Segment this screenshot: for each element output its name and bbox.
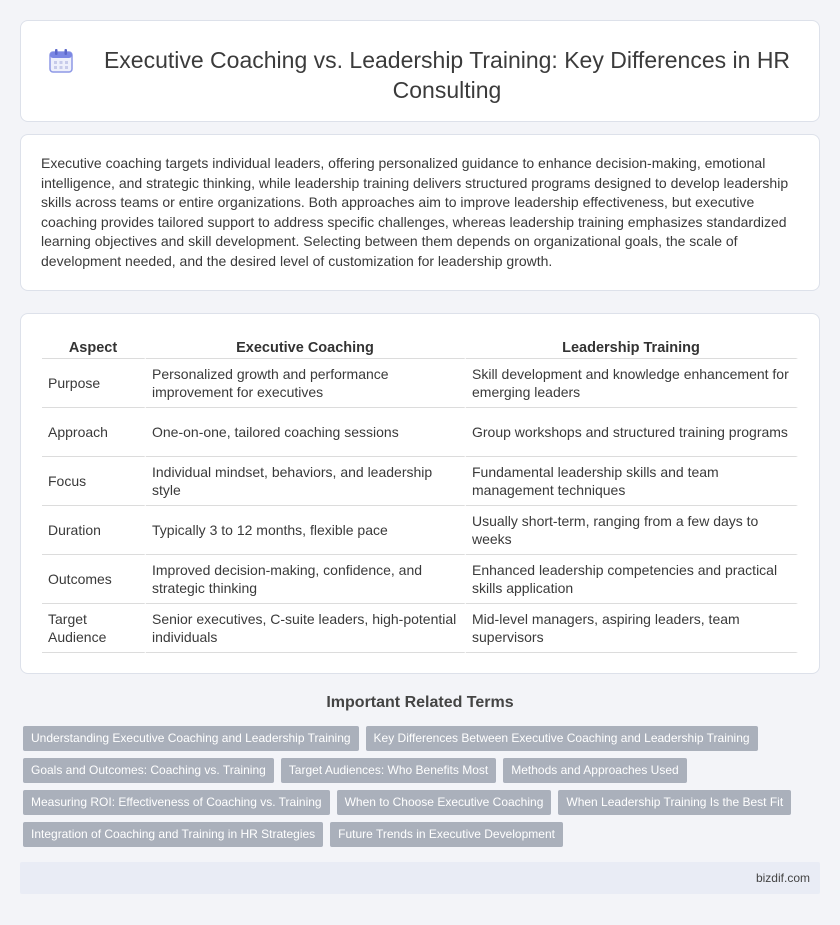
row-aspect: Focus: [42, 457, 146, 506]
row-aspect: Approach: [42, 408, 146, 457]
title-card: [20, 20, 820, 122]
table-row: [42, 457, 798, 506]
table-row: [42, 506, 798, 555]
row-aspect: Duration: [42, 506, 146, 555]
footer-brand[interactable]: bizdif.com: [755, 871, 810, 885]
related-term-tag[interactable]: Integration of Coaching and Training in HR Strategies: [23, 822, 323, 847]
header-leadership-training: Leadership Training: [466, 334, 798, 359]
related-term-tag[interactable]: Key Differences Between Executive Coaching and Leadership Training: [366, 726, 758, 751]
row-coaching: Typically 3 to 12 months, flexible pace: [146, 506, 466, 555]
page-title: Executive Coaching vs. Leadership Training: Key Differences in HR Consulting: [103, 47, 791, 103]
row-aspect: Purpose: [42, 359, 146, 408]
row-coaching: Personalized growth and performance improvement for executives: [146, 359, 466, 408]
calendar-icon: [47, 47, 75, 75]
related-term-tag[interactable]: When to Choose Executive Coaching: [337, 790, 552, 815]
table-row: [42, 604, 798, 653]
comparison-table: [42, 334, 798, 653]
table-row: [42, 555, 798, 604]
row-training: Skill development and knowledge enhancement for emerging leaders: [466, 359, 798, 408]
related-term-tag[interactable]: Methods and Approaches Used: [503, 758, 686, 783]
footer: [20, 862, 820, 894]
row-training: Group workshops and structured training programs: [466, 408, 798, 457]
related-terms-heading: Important Related Terms: [326, 694, 514, 711]
row-coaching: Improved decision-making, confidence, and strategic thinking: [146, 555, 466, 604]
intro-paragraph: Executive coaching targets individual leaders, offering personalized guidance to enhance decision-making, emotional intelligence, and strategic thinking, while leadership training delivers structured programs designed to develop leadership skills across teams or entire organizations. Both approaches aim to improve leadership effectiveness, but executive coaching provides tailored support to address specific challenges, whereas leadership training emphasizes standardized learning objectives and skill development. Selecting between them depends on organizational goals, the scale of development needed, and the desired level of customization for leadership growth.: [41, 155, 789, 269]
related-term-tag[interactable]: Target Audiences: Who Benefits Most: [281, 758, 496, 783]
related-term-tag[interactable]: Goals and Outcomes: Coaching vs. Training: [23, 758, 274, 783]
row-training: Usually short-term, ranging from a few days to weeks: [466, 506, 798, 555]
header-aspect: Aspect: [42, 334, 146, 359]
row-coaching: One-on-one, tailored coaching sessions: [146, 408, 466, 457]
row-coaching: Senior executives, C-suite leaders, high-potential individuals: [146, 604, 466, 653]
related-term-tag[interactable]: Understanding Executive Coaching and Leadership Training: [23, 726, 359, 751]
header-executive-coaching: Executive Coaching: [146, 334, 466, 359]
row-training: Fundamental leadership skills and team management techniques: [466, 457, 798, 506]
row-aspect: Target Audience: [42, 604, 146, 653]
related-terms-tags: [23, 726, 803, 854]
table-row: [42, 408, 798, 457]
table-row: [42, 359, 798, 408]
row-training: Enhanced leadership competencies and practical skills application: [466, 555, 798, 604]
row-coaching: Individual mindset, behaviors, and leadership style: [146, 457, 466, 506]
table-header-row: [42, 334, 798, 359]
related-term-tag[interactable]: When Leadership Training Is the Best Fit: [558, 790, 791, 815]
related-term-tag[interactable]: Future Trends in Executive Development: [330, 822, 563, 847]
row-training: Mid-level managers, aspiring leaders, team supervisors: [466, 604, 798, 653]
comparison-table-card: [20, 313, 820, 674]
row-aspect: Outcomes: [42, 555, 146, 604]
intro-card: [20, 134, 820, 291]
related-term-tag[interactable]: Measuring ROI: Effectiveness of Coaching vs. Training: [23, 790, 330, 815]
